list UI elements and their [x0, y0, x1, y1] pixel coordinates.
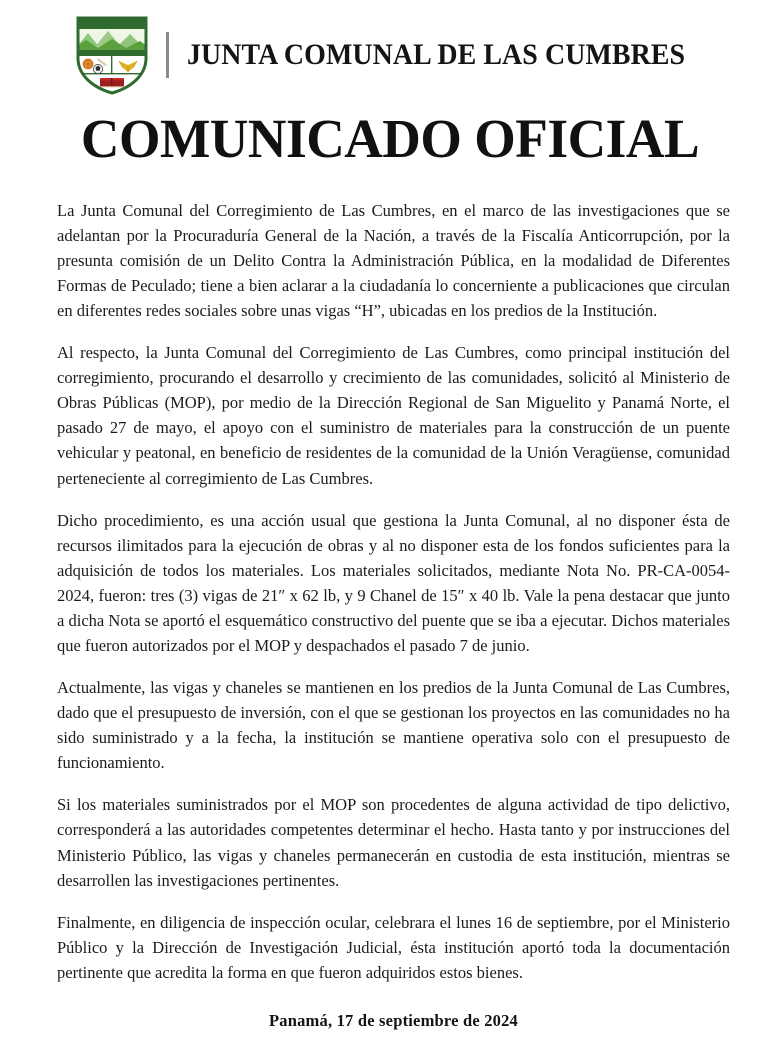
paragraph: Si los materiales suministrados por el MOP son procedentes de alguna actividad de tipo delictivo, corresponderá a las autoridades competentes determinar el hecho. Hasta tanto y por instrucciones del Ministerio Público, las vigas y chaneles permanecerán en custodia de esta institución, mientras se desarrollen las investigaciones pertinentes. — [57, 795, 730, 890]
organization-name: JUNTA COMUNAL DE LAS CUMBRES — [187, 38, 686, 71]
paragraph: Finalmente, en diligencia de inspección ocular, celebrara el lunes 16 de septiembre, por el Ministerio Público y la Dirección de Investigación Judicial, ésta institución aportó toda la documentación pertinente que acredita la forma en que fueron adquiridos estos bienes. — [57, 912, 730, 982]
document-body — [57, 198, 730, 1031]
paragraph: Dicho procedimiento, es una acción usual que gestiona la Junta Comunal, al no disponer ésta de recursos ilimitados para la ejecución de obras y al no disponer esta de los fondos suficientes para la adquisición de todos los materiales. Los materiales solicitados, mediante Nota No. PR-CA-0054-2024, fueron: tres (3) vigas de 21″ x 62 lb, y 9 Chanel de 15″ x 40 lb. Vale la pena destacar que junto a dicha Nota se aportó el esquemático constructivo del puente que se iba a ejecutar. Dichos materiales que fueron autorizados por el MOP y despachados el pasado 7 de junio. — [57, 510, 730, 655]
letterhead — [0, 0, 780, 96]
junta-comunal-crest-icon — [74, 14, 150, 96]
paragraph: Al respecto, la Junta Comunal del Corregimiento de Las Cumbres, como principal institución del corregimiento, procurando el desarrollo y crecimiento de las comunidades, solicitó al Ministerio de Obras Públicas (MOP), por medio de la Dirección Regional de San Miguelito y Panamá Norte, el pasado 27 de mayo, el apoyo con el suministro de materiales para la construcción de un puente vehicular y peatonal, en beneficio de residentes de la comunidad de la Unión Veragüense, comunidad perteneciente al corregimiento de Las Cumbres. — [57, 343, 730, 488]
page-title: COMUNICADO OFICIAL — [80, 108, 700, 169]
paragraph: La Junta Comunal del Corregimiento de Las Cumbres, en el marco de las investigaciones que se adelantan por la Procuraduría General de la Nación, a través de la Fiscalía Anticorrupción, por la presunta comisión de un Delito Contra la Administración Pública, en la modalidad de Diferentes Formas de Peculado; tiene a bien aclarar a la ciudadanía lo concerniente a publicaciones que circulan en diferentes redes sociales sobre unas vigas “H”, ubicadas en los predios de la Institución. — [57, 200, 730, 321]
signoff-date: Panamá, 17 de septiembre de 2024 — [269, 1010, 518, 1030]
paragraph: Actualmente, las vigas y chaneles se mantienen en los predios de la Junta Comunal de Las Cumbres, dado que el presupuesto de inversión, con el que se gestionan los proyectos en las comunidades no ha sido suministrado y a la fecha, la institución se mantiene operativa solo con el presupuesto de funcionamiento. — [57, 678, 730, 773]
header-divider — [166, 32, 169, 78]
